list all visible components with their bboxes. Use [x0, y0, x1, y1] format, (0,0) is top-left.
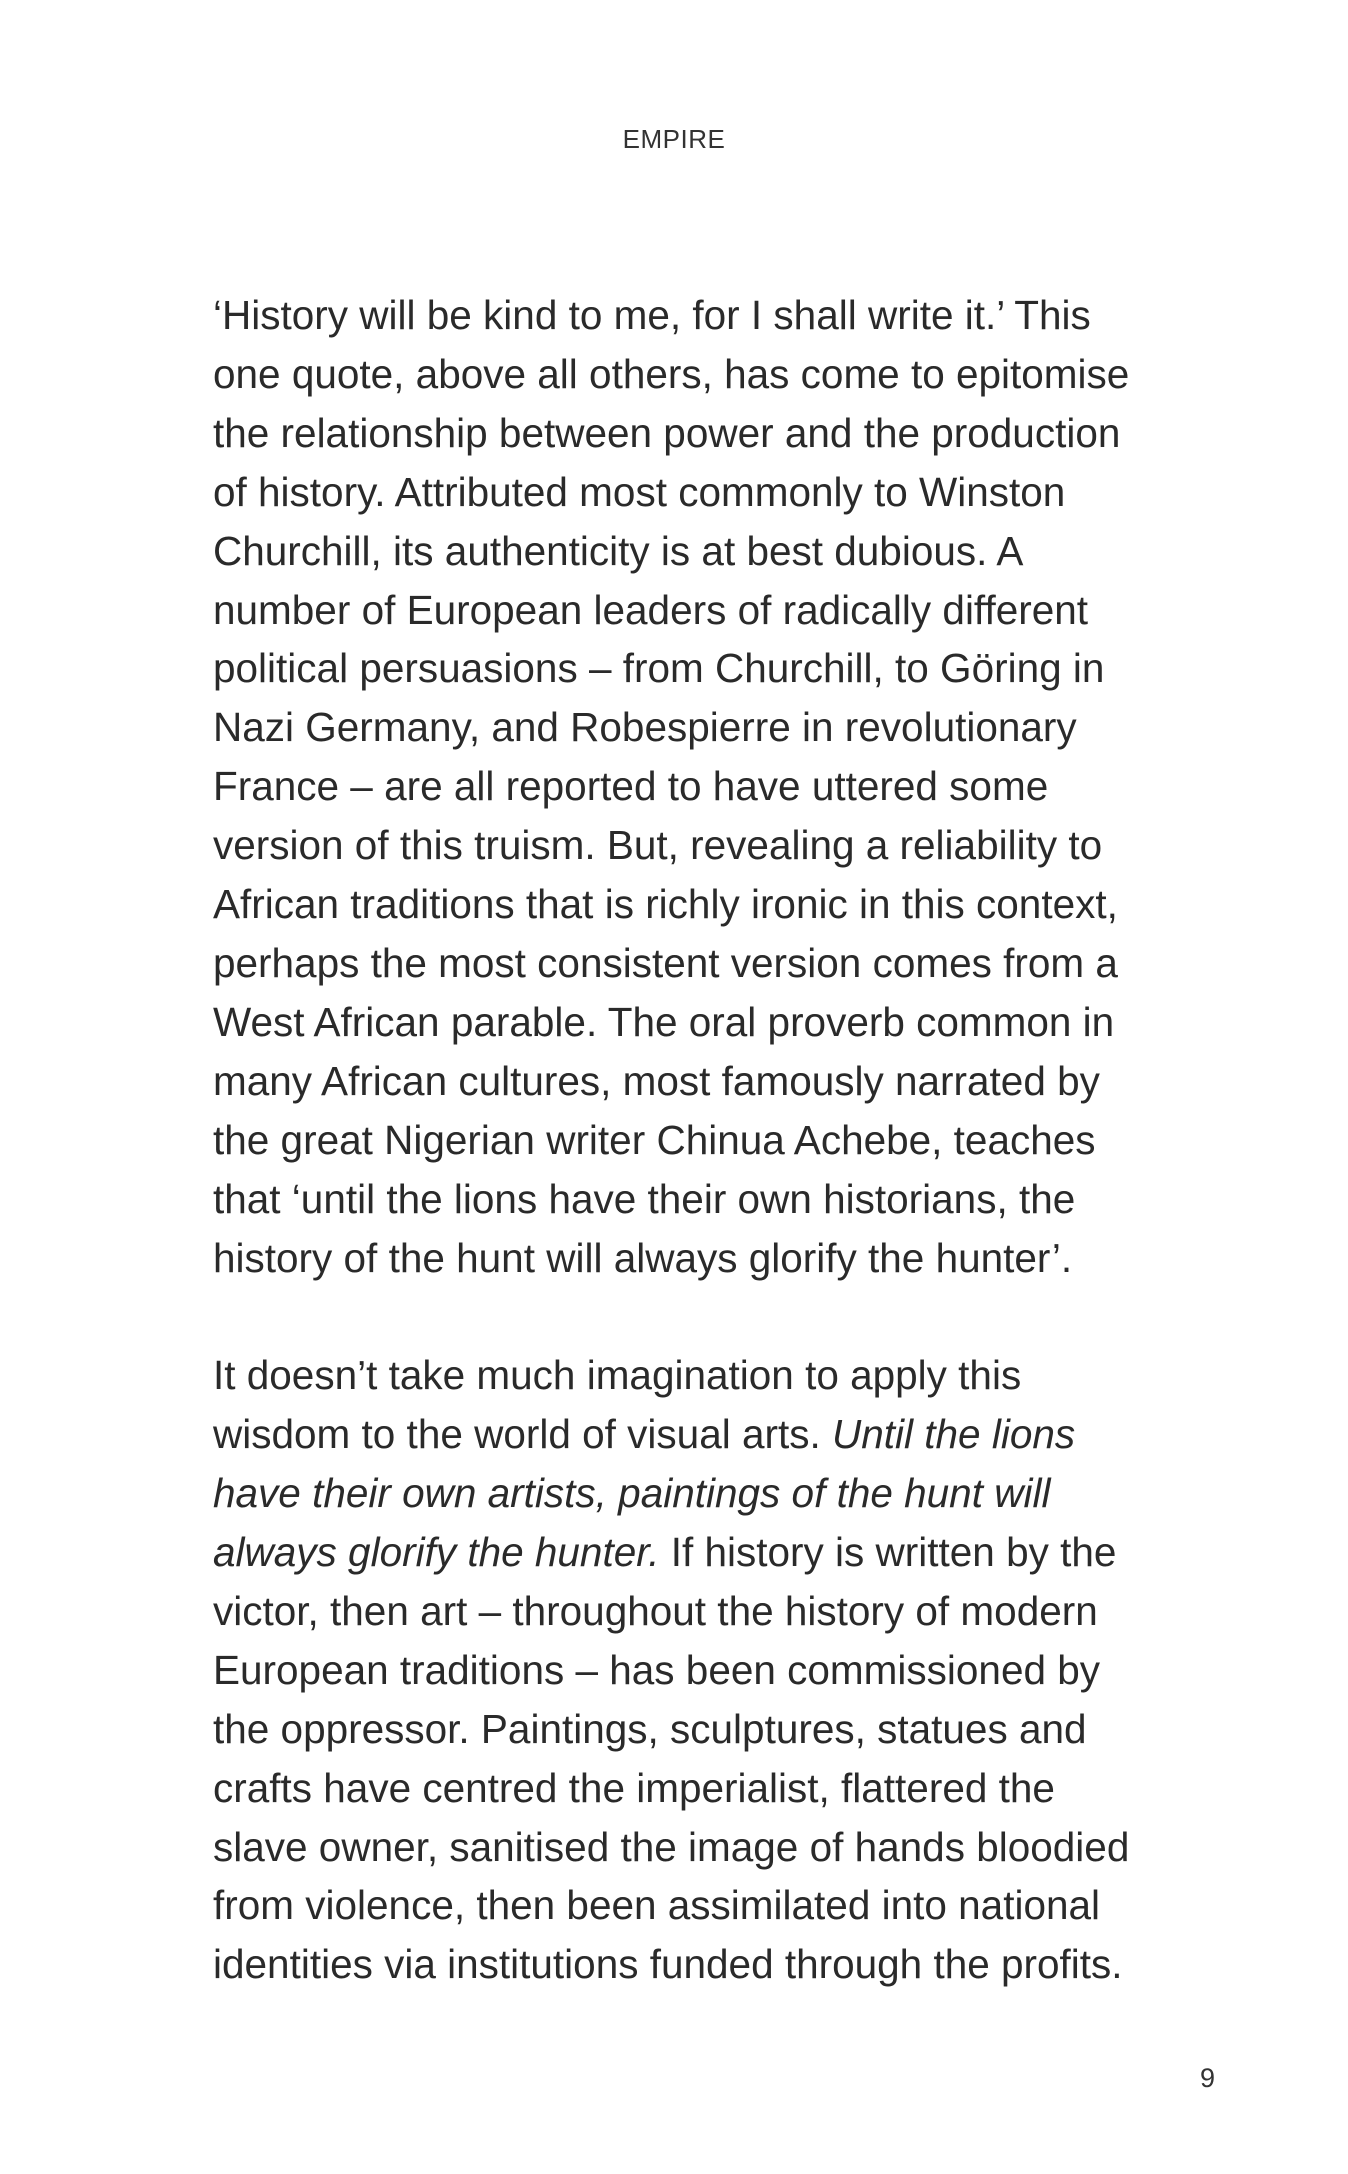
text-line: number of European leaders of radically different — [213, 586, 1089, 633]
text-line: African traditions that is richly ironic in this context, — [213, 881, 1118, 928]
running-head: EMPIRE — [622, 124, 726, 154]
text-line: many African cultures, most famously narrated by — [213, 1057, 1100, 1104]
text-span: wisdom to the world of visual arts. — [213, 1411, 832, 1458]
text-line: political persuasions – from Churchill, to Göring in — [213, 645, 1105, 692]
text-line: identities via institutions funded through the profits. — [213, 1941, 1123, 1988]
italic-text-line: have their own artists, paintings of the hunt will — [213, 1470, 1051, 1517]
text-line: ‘History will be kind to me, for I shall write it.’ This — [213, 292, 1091, 338]
text-line — [213, 1523, 1213, 1582]
text-line: European traditions – has been commissioned by — [213, 1646, 1101, 1693]
paragraph-1 — [213, 286, 1213, 1287]
text-line: It doesn’t take much imagination to apply this — [213, 1352, 1022, 1399]
paragraph-2 — [213, 1346, 1213, 1994]
text-line: the relationship between power and the production — [213, 409, 1121, 456]
italic-text-span: Until the lions — [832, 1411, 1076, 1458]
text-line: West African parable. The oral proverb common in — [213, 998, 1115, 1045]
text-line: the great Nigerian writer Chinua Achebe, teaches — [213, 1116, 1096, 1163]
text-line: from violence, then been assimilated into national — [213, 1882, 1101, 1929]
text-line: Churchill, its authenticity is at best dubious. A — [213, 527, 1024, 574]
text-line: the oppressor. Paintings, sculptures, statues and — [213, 1705, 1087, 1752]
body-text — [213, 286, 1213, 1994]
text-line: perhaps the most consistent version comes from a — [213, 939, 1118, 986]
text-line: one quote, above all others, has come to epitomise — [213, 350, 1130, 397]
text-line: crafts have centred the imperialist, flattered the — [213, 1764, 1055, 1811]
text-line: of history. Attributed most commonly to Winston — [213, 468, 1066, 515]
text-line — [213, 1405, 1213, 1464]
text-line: that ‘until the lions have their own historians, the — [213, 1175, 1076, 1222]
text-line: Nazi Germany, and Robespierre in revolutionary — [213, 704, 1077, 751]
italic-text-span: always glorify the hunter. — [213, 1529, 660, 1576]
text-line: history of the hunt will always glorify the hunter’. — [213, 1234, 1073, 1281]
page-number: 9 — [1200, 2063, 1216, 2093]
text-span: If history is written by the — [659, 1529, 1117, 1576]
text-line: France – are all reported to have uttered some — [213, 763, 1049, 810]
text-line: slave owner, sanitised the image of hands bloodied — [213, 1823, 1130, 1870]
text-line: version of this truism. But, revealing a reliability to — [213, 822, 1103, 869]
text-line: victor, then art – throughout the history of modern — [213, 1587, 1098, 1634]
